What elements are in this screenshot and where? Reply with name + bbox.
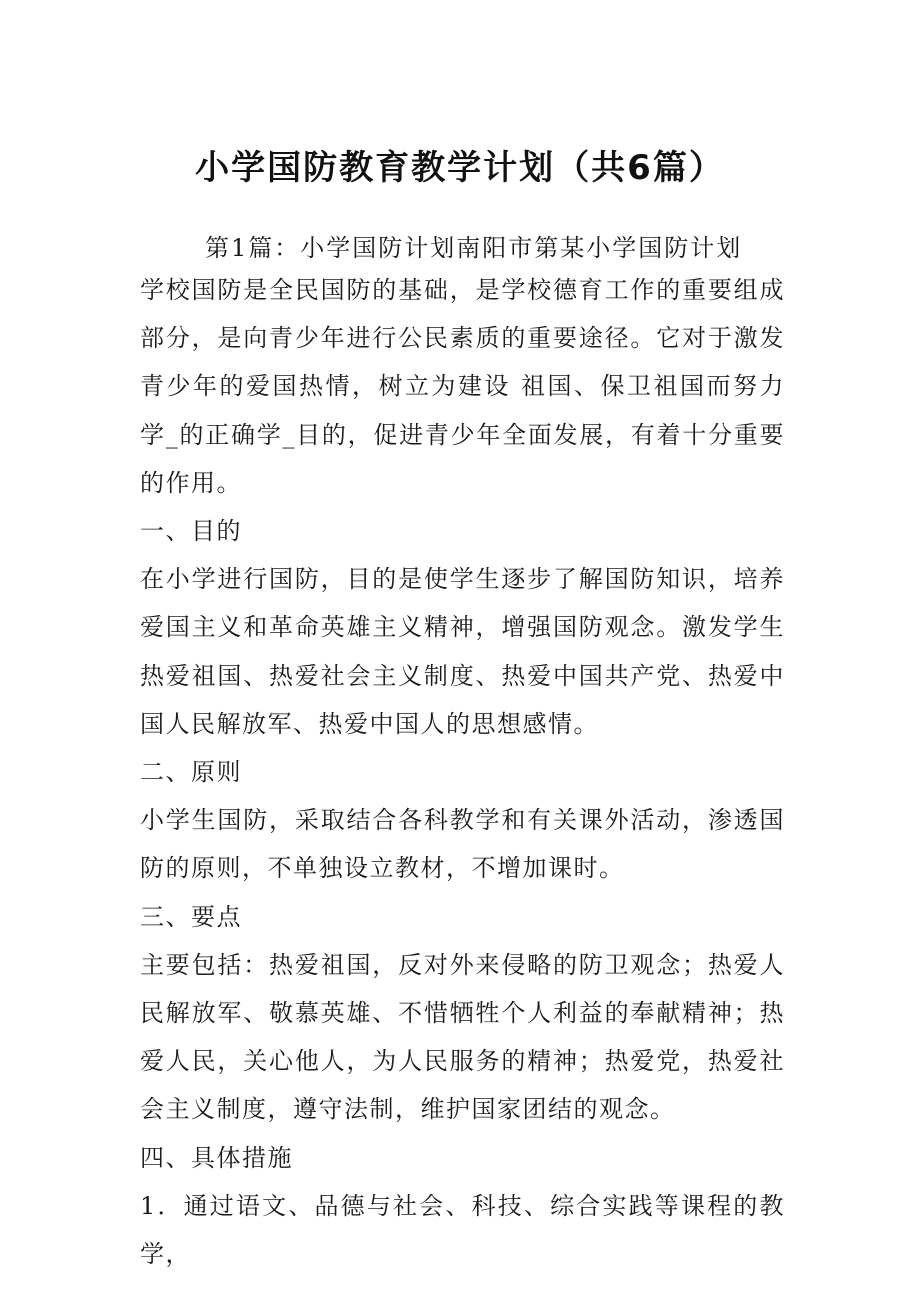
principle-paragraph: 小学生国防，采取结合各科教学和有关课外活动，渗透国防的原则，不单独设立教材，不增加课时。 bbox=[140, 806, 785, 883]
section-heading-purpose: 一、目的 bbox=[140, 517, 242, 546]
section-heading-measures: 四、具体措施 bbox=[140, 1143, 293, 1172]
measures-item-1: 1．通过语文、品德与社会、科技、综合实践等课程的教学， bbox=[140, 1191, 785, 1269]
chapter-subtitle: 第1篇：小学国防计划南阳市第某小学国防计划 bbox=[205, 234, 743, 262]
section-heading-principle: 二、原则 bbox=[140, 758, 242, 787]
section-heading-key-points: 三、要点 bbox=[140, 902, 242, 931]
purpose-paragraph: 在小学进行国防，目的是使学生逐步了解国防知识，培养爱国主义和革命英雄主义精神，增强国防观念。激发学生热爱祖国、热爱社会主义制度、热爱中国共产党、热爱中国人民解放军、热爱中国人的思想感情。 bbox=[140, 565, 785, 738]
document-body bbox=[140, 266, 785, 1278]
page-title: 小学国防教育教学计划（共6篇） bbox=[195, 148, 725, 188]
key-points-paragraph: 主要包括：热爱祖国，反对外来侵略的防卫观念；热爱人民解放军、敬慕英雄、不惜牺牲个人利益的奉献精神；热爱人民，关心他人，为人民服务的精神；热爱党，热爱社会主义制度，遵守法制，维护国家团结的观念。 bbox=[140, 950, 785, 1124]
intro-paragraph: 学校国防是全民国防的基础，是学校德育工作的重要组成部分，是向青少年进行公民素质的重要途径。它对于激发青少年的爱国热情，树立为建设 祖国、保卫祖国而努力学_的正确学_目的，促进青少年全面发展，有着十分重要的作用。 bbox=[140, 276, 785, 497]
